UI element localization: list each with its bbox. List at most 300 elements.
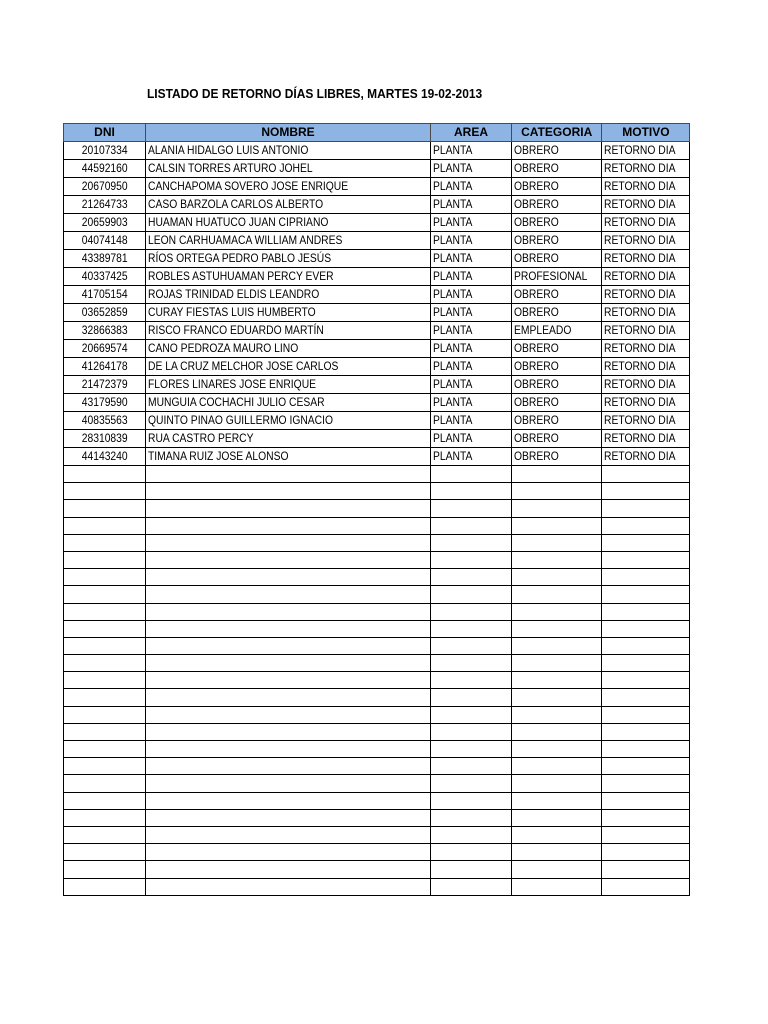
cell-motivo-text: RETORNO DIA xyxy=(604,287,676,301)
empty-cell xyxy=(64,483,146,500)
cell-categoria-text: PROFESIONAL xyxy=(514,269,588,283)
empty-cell xyxy=(431,723,512,740)
empty-cell xyxy=(431,792,512,809)
cell-dni-text: 20670950 xyxy=(81,179,128,193)
cell-nombre xyxy=(146,214,431,232)
cell-categoria-text: OBRERO xyxy=(514,143,559,157)
header-motivo: MOTIVO xyxy=(602,124,690,142)
empty-cell xyxy=(512,551,602,568)
empty-cell xyxy=(64,620,146,637)
empty-cell xyxy=(602,534,690,551)
empty-cell xyxy=(64,517,146,534)
cell-dni-text: 20107334 xyxy=(81,143,128,157)
empty-cell xyxy=(512,500,602,517)
table-header-row xyxy=(64,124,690,142)
empty-cell xyxy=(64,551,146,568)
cell-area xyxy=(431,448,512,466)
cell-dni xyxy=(64,286,146,304)
empty-cell xyxy=(512,517,602,534)
cell-categoria-text: OBRERO xyxy=(514,215,559,229)
empty-cell xyxy=(146,500,431,517)
empty-row xyxy=(64,500,690,517)
cell-categoria-text: OBRERO xyxy=(514,431,559,445)
cell-categoria xyxy=(512,322,602,340)
table-row xyxy=(64,286,690,304)
retorno-table xyxy=(63,123,690,896)
empty-row xyxy=(64,603,690,620)
empty-cell xyxy=(602,775,690,792)
cell-dni xyxy=(64,304,146,322)
cell-dni xyxy=(64,448,146,466)
cell-dni xyxy=(64,250,146,268)
empty-cell xyxy=(431,826,512,843)
cell-categoria-text: OBRERO xyxy=(514,197,559,211)
table-row xyxy=(64,340,690,358)
empty-row xyxy=(64,861,690,878)
cell-area xyxy=(431,358,512,376)
cell-motivo-text: RETORNO DIA xyxy=(604,161,676,175)
empty-cell xyxy=(431,689,512,706)
cell-area xyxy=(431,142,512,160)
cell-area-text: PLANTA xyxy=(433,431,473,445)
cell-motivo xyxy=(602,430,690,448)
table-row xyxy=(64,358,690,376)
cell-motivo xyxy=(602,268,690,286)
cell-area xyxy=(431,232,512,250)
empty-cell xyxy=(602,792,690,809)
empty-row xyxy=(64,792,690,809)
empty-cell xyxy=(431,741,512,758)
cell-dni xyxy=(64,178,146,196)
empty-cell xyxy=(146,775,431,792)
cell-nombre xyxy=(146,178,431,196)
empty-row xyxy=(64,586,690,603)
cell-dni-text: 43389781 xyxy=(81,251,128,265)
cell-nombre-text: CANCHAPOMA SOVERO JOSE ENRIQUE xyxy=(148,179,349,193)
table-row xyxy=(64,268,690,286)
empty-cell xyxy=(512,689,602,706)
table-row xyxy=(64,448,690,466)
empty-cell xyxy=(431,551,512,568)
empty-cell xyxy=(602,517,690,534)
empty-cell xyxy=(146,534,431,551)
empty-cell xyxy=(146,826,431,843)
empty-cell xyxy=(512,620,602,637)
empty-row xyxy=(64,878,690,895)
cell-area-text: PLANTA xyxy=(433,395,473,409)
empty-cell xyxy=(64,637,146,654)
cell-categoria xyxy=(512,286,602,304)
cell-dni xyxy=(64,340,146,358)
empty-cell xyxy=(602,878,690,895)
empty-cell xyxy=(64,500,146,517)
cell-motivo-text: RETORNO DIA xyxy=(604,305,676,319)
cell-area-text: PLANTA xyxy=(433,323,473,337)
cell-categoria xyxy=(512,340,602,358)
empty-cell xyxy=(64,758,146,775)
empty-cell xyxy=(64,466,146,483)
empty-cell xyxy=(602,569,690,586)
empty-cell xyxy=(146,809,431,826)
cell-motivo xyxy=(602,286,690,304)
empty-cell xyxy=(64,861,146,878)
cell-dni xyxy=(64,358,146,376)
empty-cell xyxy=(64,569,146,586)
empty-cell xyxy=(602,603,690,620)
empty-cell xyxy=(431,637,512,654)
cell-motivo xyxy=(602,358,690,376)
cell-area-text: PLANTA xyxy=(433,251,473,265)
empty-row xyxy=(64,517,690,534)
cell-area-text: PLANTA xyxy=(433,449,473,463)
empty-cell xyxy=(431,878,512,895)
cell-dni-text: 04074148 xyxy=(81,233,128,247)
empty-cell xyxy=(146,706,431,723)
empty-cell xyxy=(602,466,690,483)
cell-area xyxy=(431,196,512,214)
empty-cell xyxy=(146,723,431,740)
cell-nombre xyxy=(146,142,431,160)
empty-cell xyxy=(431,758,512,775)
cell-motivo xyxy=(602,196,690,214)
empty-cell xyxy=(146,672,431,689)
empty-cell xyxy=(512,741,602,758)
table-row xyxy=(64,412,690,430)
empty-cell xyxy=(146,620,431,637)
empty-cell xyxy=(602,655,690,672)
empty-cell xyxy=(602,723,690,740)
cell-area-text: PLANTA xyxy=(433,359,473,373)
cell-dni-text: 20659903 xyxy=(81,215,128,229)
empty-row xyxy=(64,826,690,843)
cell-area-text: PLANTA xyxy=(433,287,473,301)
empty-row xyxy=(64,637,690,654)
empty-row xyxy=(64,689,690,706)
cell-dni-text: 03652859 xyxy=(81,305,128,319)
cell-area-text: PLANTA xyxy=(433,413,473,427)
cell-motivo-text: RETORNO DIA xyxy=(604,197,676,211)
cell-motivo-text: RETORNO DIA xyxy=(604,359,676,373)
cell-nombre xyxy=(146,196,431,214)
empty-cell xyxy=(602,483,690,500)
cell-area-text: PLANTA xyxy=(433,197,473,211)
empty-cell xyxy=(431,603,512,620)
cell-nombre-text: HUAMAN HUATUCO JUAN CIPRIANO xyxy=(148,215,329,229)
cell-nombre-text: ROBLES ASTUHUAMAN PERCY EVER xyxy=(148,269,334,283)
cell-area-text: PLANTA xyxy=(433,269,473,283)
empty-row xyxy=(64,483,690,500)
empty-cell xyxy=(146,655,431,672)
empty-cell xyxy=(146,689,431,706)
empty-cell xyxy=(431,861,512,878)
cell-area xyxy=(431,430,512,448)
cell-motivo-text: RETORNO DIA xyxy=(604,233,676,247)
cell-motivo xyxy=(602,250,690,268)
cell-nombre xyxy=(146,412,431,430)
cell-area-text: PLANTA xyxy=(433,161,473,175)
cell-categoria-text: OBRERO xyxy=(514,449,559,463)
empty-cell xyxy=(512,466,602,483)
cell-categoria-text: OBRERO xyxy=(514,161,559,175)
header-nombre: NOMBRE xyxy=(146,124,431,142)
empty-cell xyxy=(512,637,602,654)
empty-cell xyxy=(602,861,690,878)
cell-dni-text: 21472379 xyxy=(81,377,128,391)
empty-cell xyxy=(64,878,146,895)
table-body xyxy=(64,142,690,896)
cell-motivo xyxy=(602,322,690,340)
cell-categoria-text: OBRERO xyxy=(514,341,559,355)
cell-motivo xyxy=(602,214,690,232)
empty-row xyxy=(64,844,690,861)
cell-area-text: PLANTA xyxy=(433,233,473,247)
cell-nombre xyxy=(146,160,431,178)
cell-categoria-text: OBRERO xyxy=(514,287,559,301)
empty-cell xyxy=(146,758,431,775)
empty-cell xyxy=(146,466,431,483)
cell-area xyxy=(431,394,512,412)
table-row xyxy=(64,322,690,340)
table-row xyxy=(64,160,690,178)
table-row xyxy=(64,196,690,214)
empty-cell xyxy=(431,844,512,861)
cell-nombre xyxy=(146,358,431,376)
empty-row xyxy=(64,620,690,637)
cell-area xyxy=(431,160,512,178)
empty-cell xyxy=(512,758,602,775)
cell-categoria xyxy=(512,142,602,160)
cell-nombre xyxy=(146,430,431,448)
cell-motivo-text: RETORNO DIA xyxy=(604,395,676,409)
empty-cell xyxy=(602,844,690,861)
cell-nombre-text: ROJAS TRINIDAD ELDIS LEANDRO xyxy=(148,287,320,301)
empty-cell xyxy=(146,603,431,620)
empty-row xyxy=(64,809,690,826)
header-categoria: CATEGORIA xyxy=(512,124,602,142)
header-area: AREA xyxy=(431,124,512,142)
empty-row xyxy=(64,534,690,551)
cell-motivo xyxy=(602,178,690,196)
cell-area xyxy=(431,412,512,430)
cell-dni-text: 21264733 xyxy=(81,197,128,211)
empty-cell xyxy=(602,758,690,775)
cell-categoria xyxy=(512,358,602,376)
cell-categoria-text: EMPLEADO xyxy=(514,323,572,337)
cell-nombre-text: CALSIN TORRES ARTURO JOHEL xyxy=(148,161,313,175)
empty-cell xyxy=(512,569,602,586)
cell-area xyxy=(431,286,512,304)
empty-cell xyxy=(146,551,431,568)
cell-nombre-text: TIMANA RUIZ JOSE ALONSO xyxy=(148,449,289,463)
cell-motivo xyxy=(602,412,690,430)
cell-area-text: PLANTA xyxy=(433,341,473,355)
table-row xyxy=(64,250,690,268)
cell-categoria xyxy=(512,196,602,214)
table-row xyxy=(64,232,690,250)
empty-cell xyxy=(431,517,512,534)
cell-categoria xyxy=(512,250,602,268)
cell-categoria-text: OBRERO xyxy=(514,413,559,427)
empty-cell xyxy=(512,706,602,723)
empty-cell xyxy=(146,741,431,758)
empty-cell xyxy=(602,826,690,843)
cell-nombre xyxy=(146,340,431,358)
empty-cell xyxy=(602,706,690,723)
empty-cell xyxy=(512,603,602,620)
cell-nombre xyxy=(146,304,431,322)
empty-cell xyxy=(64,603,146,620)
cell-motivo xyxy=(602,340,690,358)
empty-cell xyxy=(602,741,690,758)
cell-dni xyxy=(64,232,146,250)
empty-cell xyxy=(64,672,146,689)
table-row xyxy=(64,214,690,232)
empty-cell xyxy=(431,466,512,483)
cell-nombre-text: ALANIA HIDALGO LUIS ANTONIO xyxy=(148,143,309,157)
empty-row xyxy=(64,569,690,586)
empty-cell xyxy=(431,620,512,637)
cell-dni xyxy=(64,322,146,340)
empty-cell xyxy=(64,792,146,809)
cell-categoria xyxy=(512,430,602,448)
empty-cell xyxy=(146,844,431,861)
cell-motivo-text: RETORNO DIA xyxy=(604,413,676,427)
empty-cell xyxy=(64,534,146,551)
empty-cell xyxy=(64,741,146,758)
empty-cell xyxy=(602,551,690,568)
cell-motivo-text: RETORNO DIA xyxy=(604,377,676,391)
cell-area xyxy=(431,340,512,358)
empty-cell xyxy=(602,637,690,654)
empty-cell xyxy=(431,586,512,603)
cell-categoria-text: OBRERO xyxy=(514,251,559,265)
empty-cell xyxy=(512,878,602,895)
empty-row xyxy=(64,758,690,775)
cell-motivo-text: RETORNO DIA xyxy=(604,269,676,283)
empty-row xyxy=(64,775,690,792)
empty-row xyxy=(64,723,690,740)
empty-cell xyxy=(431,483,512,500)
cell-dni-text: 28310839 xyxy=(81,431,128,445)
empty-row xyxy=(64,655,690,672)
empty-cell xyxy=(602,809,690,826)
cell-categoria xyxy=(512,232,602,250)
cell-categoria xyxy=(512,178,602,196)
empty-cell xyxy=(64,723,146,740)
cell-dni-text: 40337425 xyxy=(81,269,128,283)
cell-motivo xyxy=(602,394,690,412)
header-dni: DNI xyxy=(64,124,146,142)
table-row xyxy=(64,304,690,322)
cell-dni xyxy=(64,142,146,160)
cell-area xyxy=(431,322,512,340)
cell-dni xyxy=(64,268,146,286)
cell-dni-text: 40835563 xyxy=(81,413,128,427)
empty-cell xyxy=(512,792,602,809)
empty-cell xyxy=(512,826,602,843)
cell-categoria xyxy=(512,376,602,394)
empty-cell xyxy=(431,775,512,792)
cell-dni-text: 41705154 xyxy=(81,287,128,301)
empty-cell xyxy=(602,500,690,517)
cell-dni xyxy=(64,376,146,394)
cell-nombre xyxy=(146,448,431,466)
empty-cell xyxy=(431,809,512,826)
cell-nombre xyxy=(146,232,431,250)
empty-row xyxy=(64,741,690,758)
cell-nombre-text: FLORES LINARES JOSE ENRIQUE xyxy=(148,377,317,391)
cell-motivo-text: RETORNO DIA xyxy=(604,449,676,463)
cell-motivo-text: RETORNO DIA xyxy=(604,431,676,445)
empty-cell xyxy=(512,723,602,740)
empty-cell xyxy=(146,878,431,895)
empty-cell xyxy=(431,569,512,586)
cell-categoria xyxy=(512,268,602,286)
cell-motivo-text: RETORNO DIA xyxy=(604,215,676,229)
cell-categoria-text: OBRERO xyxy=(514,233,559,247)
empty-cell xyxy=(512,672,602,689)
cell-motivo xyxy=(602,232,690,250)
table-row xyxy=(64,142,690,160)
cell-nombre xyxy=(146,322,431,340)
empty-cell xyxy=(602,586,690,603)
empty-cell xyxy=(64,809,146,826)
cell-nombre-text: MUNGUIA COCHACHI JULIO CESAR xyxy=(148,395,325,409)
empty-cell xyxy=(146,517,431,534)
empty-cell xyxy=(512,483,602,500)
cell-area xyxy=(431,250,512,268)
cell-nombre-text: RÍOS ORTEGA PEDRO PABLO JESÚS xyxy=(148,251,332,265)
cell-nombre-text: LEON CARHUAMACA WILLIAM ANDRES xyxy=(148,233,343,247)
empty-cell xyxy=(64,826,146,843)
cell-categoria xyxy=(512,448,602,466)
empty-cell xyxy=(146,569,431,586)
cell-categoria xyxy=(512,304,602,322)
cell-dni xyxy=(64,394,146,412)
empty-cell xyxy=(146,483,431,500)
cell-dni-text: 44592160 xyxy=(81,161,128,175)
cell-nombre-text: QUINTO PINAO GUILLERMO IGNACIO xyxy=(148,413,334,427)
empty-cell xyxy=(64,655,146,672)
cell-area-text: PLANTA xyxy=(433,305,473,319)
cell-categoria xyxy=(512,160,602,178)
cell-categoria-text: OBRERO xyxy=(514,377,559,391)
empty-cell xyxy=(512,809,602,826)
empty-cell xyxy=(512,534,602,551)
empty-row xyxy=(64,551,690,568)
empty-cell xyxy=(512,861,602,878)
empty-cell xyxy=(146,792,431,809)
cell-dni xyxy=(64,412,146,430)
empty-row xyxy=(64,706,690,723)
cell-nombre-text: RISCO FRANCO EDUARDO MARTÍN xyxy=(148,323,324,337)
cell-area-text: PLANTA xyxy=(433,377,473,391)
cell-motivo-text: RETORNO DIA xyxy=(604,179,676,193)
empty-cell xyxy=(431,655,512,672)
cell-dni-text: 20669574 xyxy=(81,341,128,355)
empty-cell xyxy=(64,689,146,706)
cell-motivo xyxy=(602,448,690,466)
cell-dni-text: 32866383 xyxy=(81,323,128,337)
empty-cell xyxy=(512,655,602,672)
cell-area xyxy=(431,376,512,394)
cell-dni xyxy=(64,214,146,232)
cell-dni-text: 43179590 xyxy=(81,395,128,409)
empty-cell xyxy=(602,689,690,706)
empty-cell xyxy=(602,672,690,689)
cell-nombre-text: RUA CASTRO PERCY xyxy=(148,431,254,445)
cell-motivo xyxy=(602,376,690,394)
